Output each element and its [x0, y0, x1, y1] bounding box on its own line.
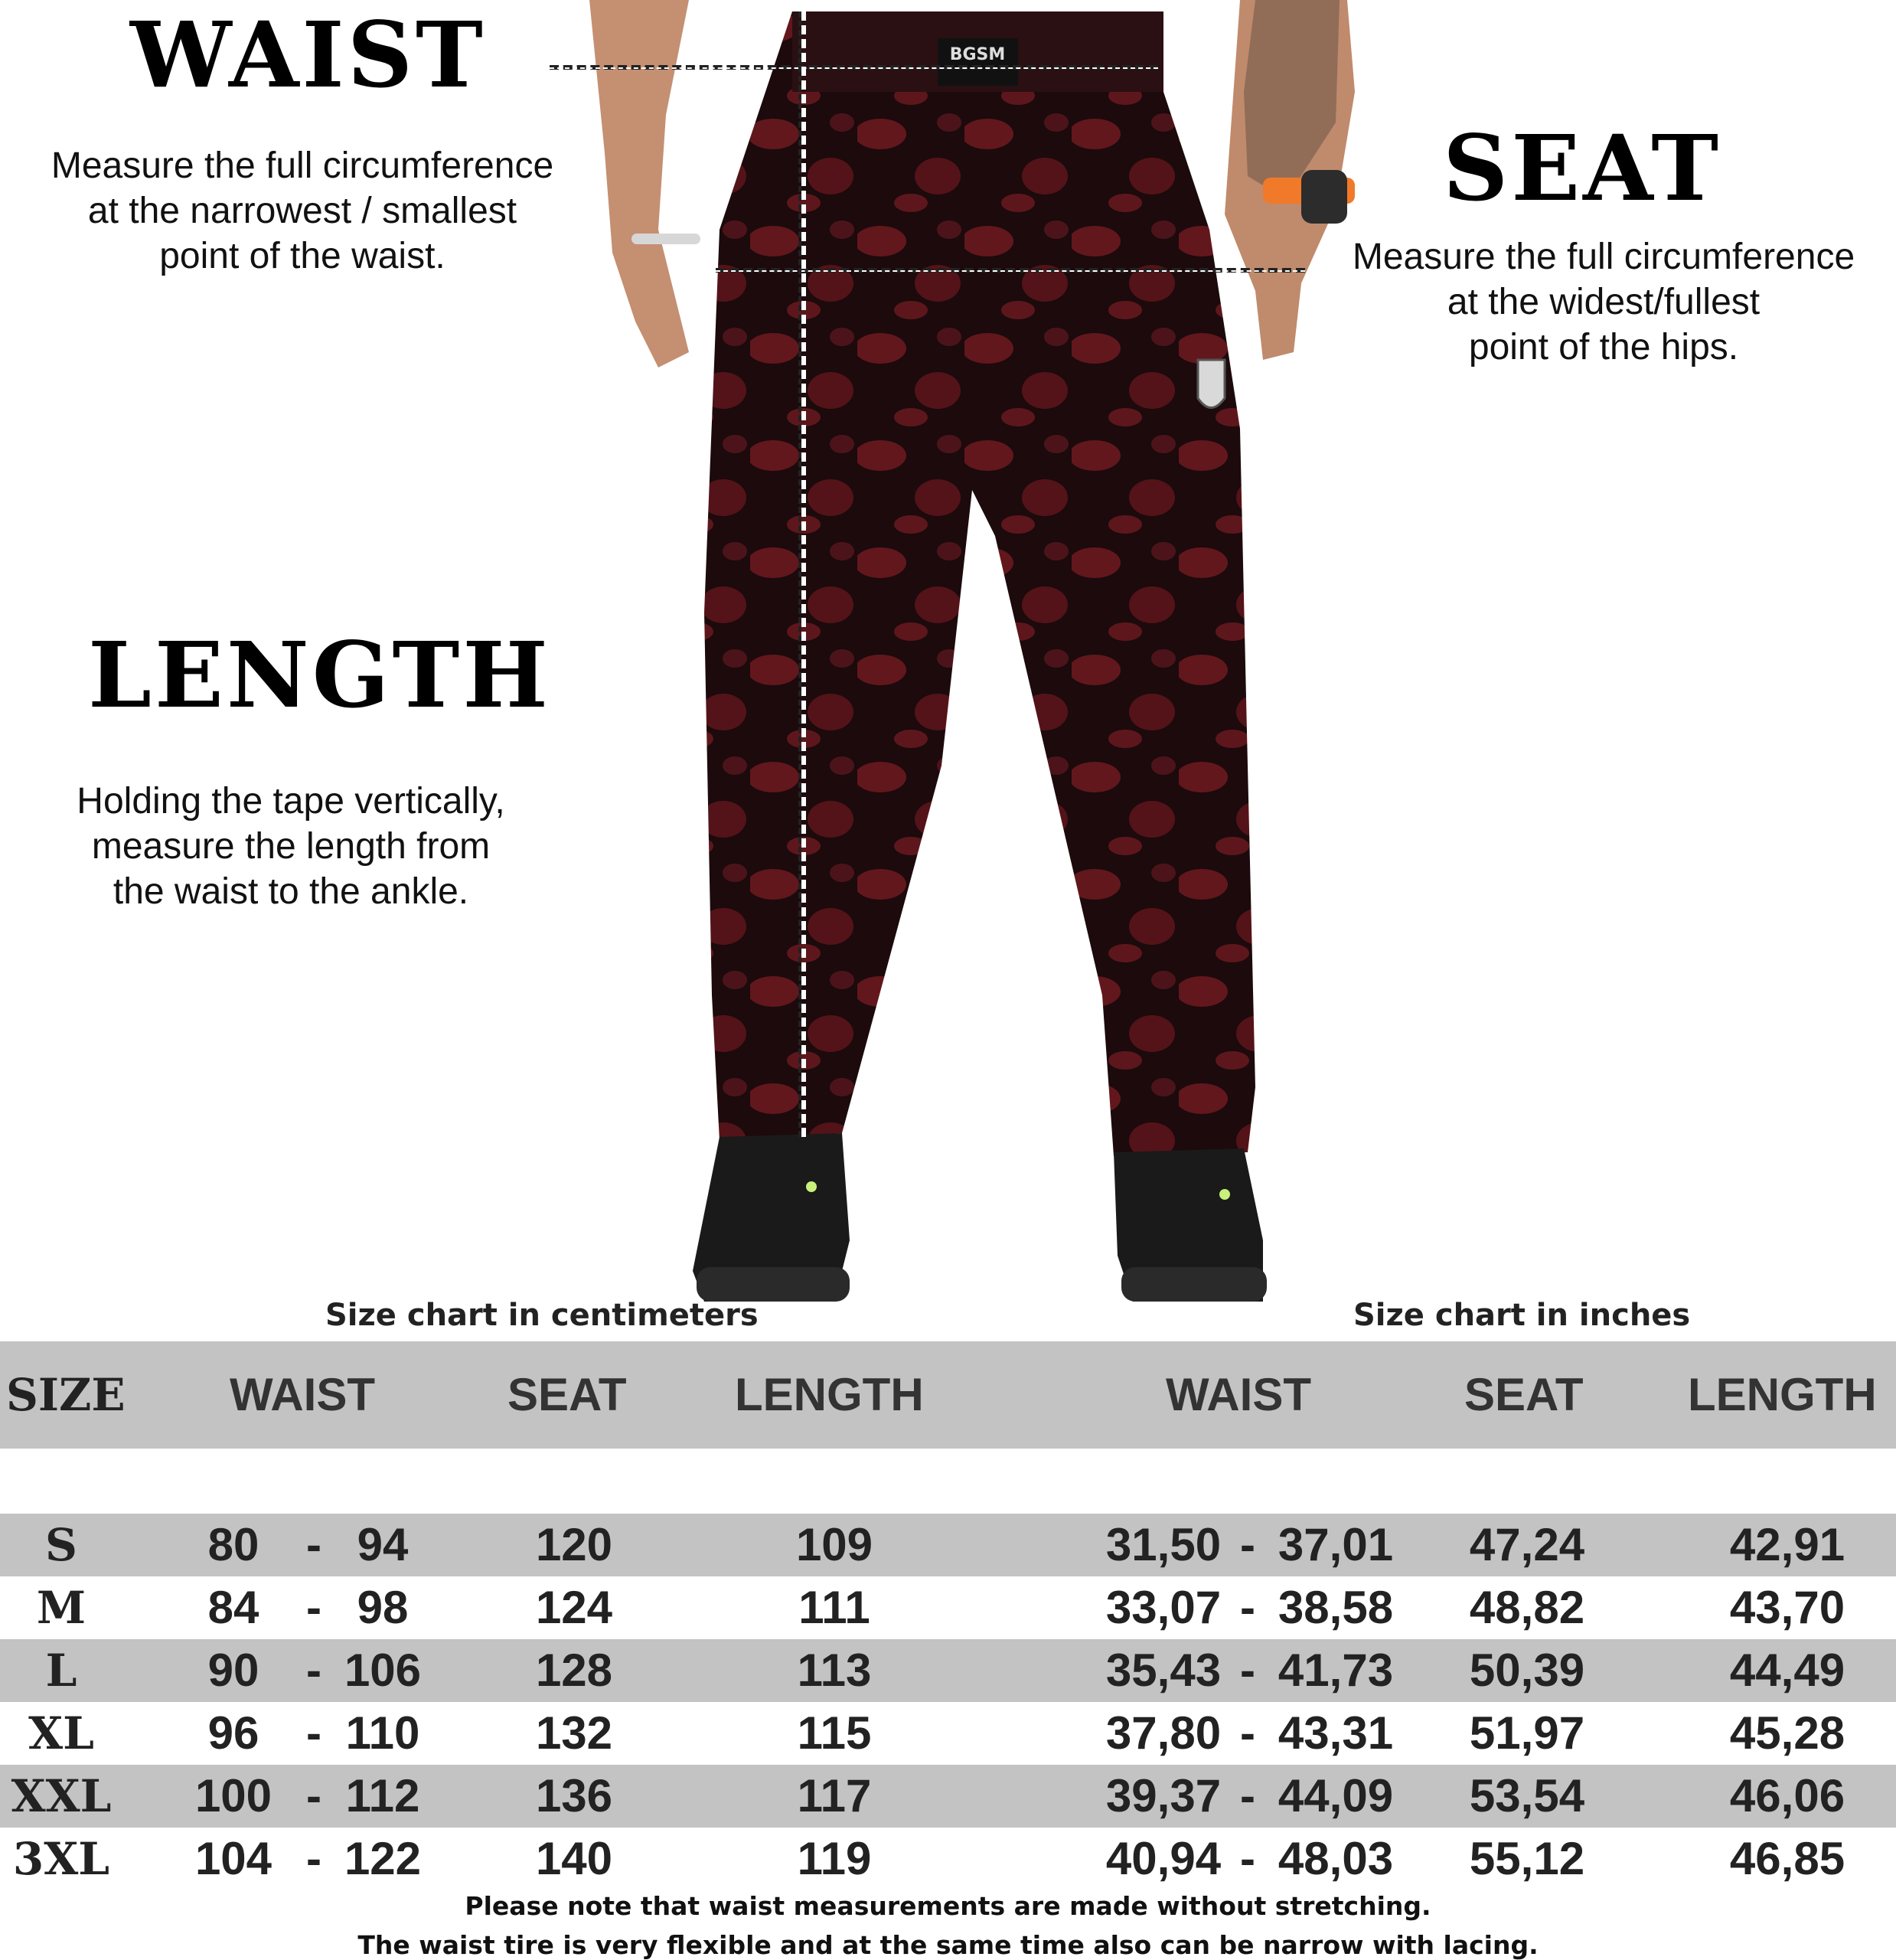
cell-wi2: 41,73 [1278, 1645, 1394, 1696]
range-dash: - [306, 1770, 321, 1821]
cell-wi1: 40,94 [1105, 1833, 1222, 1884]
cell-seat: 128 [535, 1645, 613, 1696]
cell-size: S [45, 1519, 77, 1571]
cell-seat-in: 50,39 [1469, 1645, 1585, 1696]
header-waist-cm: WAIST [230, 1369, 375, 1420]
cell-seat: 136 [535, 1770, 613, 1821]
cell-seat-in: 48,82 [1469, 1582, 1585, 1633]
cell-size: 3XL [12, 1833, 110, 1885]
cell-wi2: 48,03 [1278, 1833, 1394, 1884]
cell-length: 111 [798, 1582, 870, 1633]
table-row [0, 1514, 1896, 1576]
hip-badge-icon [1198, 360, 1225, 408]
table-row [0, 1702, 1896, 1765]
cell-seat-in: 51,97 [1469, 1707, 1585, 1759]
cell-w1: 104 [194, 1833, 272, 1884]
cell-seat: 140 [535, 1833, 613, 1884]
range-dash: - [1240, 1582, 1255, 1633]
cell-seat-in: 55,12 [1469, 1833, 1585, 1884]
cell-seat: 124 [535, 1582, 613, 1633]
cell-wi1: 31,50 [1105, 1519, 1222, 1570]
cell-wi2: 37,01 [1278, 1519, 1394, 1570]
waist-measure-line [550, 65, 1158, 70]
cell-w2: 112 [345, 1770, 420, 1821]
cell-w1: 84 [207, 1582, 259, 1633]
range-dash: - [306, 1833, 321, 1884]
cell-length-in: 44,49 [1729, 1645, 1845, 1696]
bracelet [631, 234, 700, 244]
cell-length-in: 45,28 [1729, 1707, 1845, 1759]
cell-size: XL [28, 1707, 94, 1759]
seat-title: SEAT [1443, 115, 1722, 221]
waist-description: Measure the full circumference at the narrowest / smallest point of the waist. [51, 145, 554, 276]
header-seat-in: SEAT [1464, 1369, 1584, 1420]
cell-seat: 120 [535, 1519, 613, 1570]
brand-label: BGSM [949, 45, 1006, 64]
waist-title: WAIST [130, 2, 486, 108]
table-row [0, 1765, 1896, 1828]
header-waist-in: WAIST [1166, 1369, 1311, 1420]
header-length-in: LENGTH [1688, 1369, 1877, 1420]
length-measure-line [801, 11, 806, 1137]
cell-length-in: 46,85 [1729, 1833, 1845, 1884]
watch-face [1301, 170, 1347, 224]
range-dash: - [306, 1707, 321, 1759]
range-dash: - [1240, 1707, 1255, 1759]
cell-length-in: 43,70 [1729, 1582, 1845, 1633]
seat-description: Measure the full circumference at the widest/fullest point of the hips. [1352, 237, 1855, 368]
cell-w1: 80 [207, 1519, 259, 1570]
note-line-2: The waist tire is very flexible and at the same time also can be narrow with lacing. [357, 1930, 1539, 1960]
cell-length: 109 [795, 1519, 873, 1570]
cell-length: 119 [797, 1833, 872, 1884]
cell-size: M [36, 1582, 86, 1634]
table-row [0, 1639, 1896, 1702]
length-description: Holding the tape vertically, measure the length from the waist to the ankle. [77, 781, 505, 912]
header-seat-cm: SEAT [507, 1369, 627, 1420]
cell-length: 117 [797, 1770, 872, 1821]
cell-w1: 90 [207, 1645, 259, 1696]
header-size: SIZE [6, 1369, 126, 1421]
range-dash: - [1240, 1519, 1255, 1570]
range-dash: - [306, 1645, 321, 1696]
cell-length-in: 46,06 [1729, 1770, 1845, 1821]
cell-wi1: 37,80 [1105, 1707, 1222, 1759]
cell-size: L [45, 1645, 77, 1697]
cell-wi2: 44,09 [1278, 1770, 1394, 1821]
cell-w1: 100 [194, 1770, 272, 1821]
cell-wi1: 39,37 [1105, 1770, 1222, 1821]
cell-length-in: 42,91 [1729, 1519, 1845, 1570]
length-title: LENGTH [88, 622, 551, 728]
cell-w2: 94 [357, 1519, 409, 1570]
cell-size: XXL [11, 1770, 112, 1822]
table-row [0, 1828, 1896, 1890]
inch-chart-caption: Size chart in inches [1353, 1298, 1691, 1333]
range-dash: - [1240, 1770, 1255, 1821]
range-dash: - [1240, 1645, 1255, 1696]
table-row [0, 1576, 1896, 1639]
range-dash: - [1240, 1833, 1255, 1884]
header-length-cm: LENGTH [735, 1369, 924, 1420]
cell-seat-in: 53,54 [1469, 1770, 1585, 1821]
table-header [0, 1341, 1896, 1449]
cell-w2: 98 [357, 1582, 409, 1633]
range-dash: - [306, 1582, 321, 1633]
note-line-1: Please note that waist measurements are made without stretching. [465, 1891, 1431, 1921]
cell-length: 115 [797, 1707, 872, 1759]
cell-seat: 132 [535, 1707, 613, 1759]
cm-chart-caption: Size chart in centimeters [325, 1298, 759, 1333]
cell-seat-in: 47,24 [1469, 1519, 1585, 1570]
cell-wi2: 38,58 [1278, 1582, 1394, 1633]
cell-w2: 106 [344, 1645, 422, 1696]
cell-wi1: 35,43 [1105, 1645, 1222, 1696]
cell-wi2: 43,31 [1278, 1707, 1394, 1759]
cell-length: 113 [797, 1645, 872, 1696]
pants-body [704, 11, 1255, 1156]
cell-wi1: 33,07 [1105, 1582, 1222, 1633]
cell-w2: 122 [344, 1833, 422, 1884]
cell-w2: 110 [345, 1707, 420, 1759]
cell-w1: 96 [207, 1707, 259, 1759]
range-dash: - [306, 1519, 321, 1570]
